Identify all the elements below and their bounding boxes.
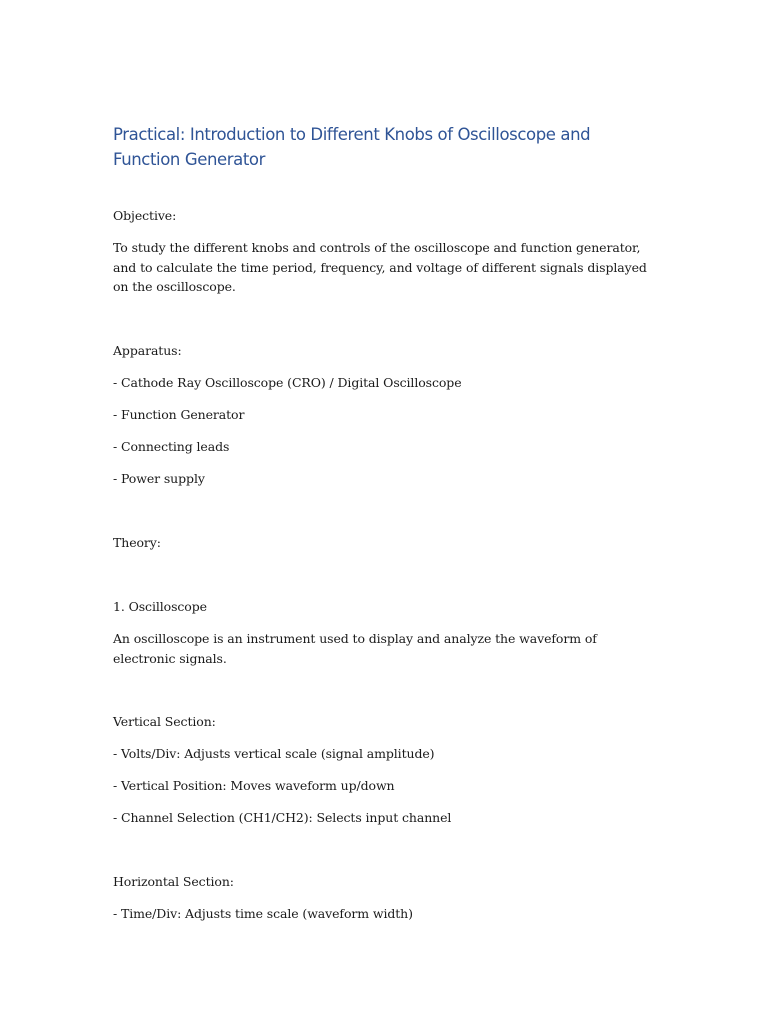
apparatus-item: - Connecting leads <box>113 439 230 454</box>
apparatus-item: - Cathode Ray Oscilloscope (CRO) / Digital Oscilloscope <box>113 375 462 390</box>
document-title: Practical: Introduction to Different Knobs of Oscilloscope and Function Generator <box>113 125 591 169</box>
apparatus-item: - Power supply <box>113 471 205 486</box>
objective-heading: Objective: <box>113 208 177 223</box>
oscilloscope-text: An oscilloscope is an instrument used to display and analyze the waveform of electronic signals. <box>113 631 597 666</box>
vertical-section-heading: Vertical Section: <box>113 714 216 729</box>
apparatus-item: - Function Generator <box>113 407 245 422</box>
vertical-item: - Channel Selection (CH1/CH2): Selects input channel <box>113 810 452 825</box>
objective-text: To study the different knobs and controls of the oscilloscope and function generator, and to calculate the time period, frequency, and voltage of different signals displayed on the oscilloscope. <box>113 240 647 294</box>
oscilloscope-heading: 1. Oscilloscope <box>113 599 207 614</box>
theory-heading: Theory: <box>113 535 161 550</box>
horizontal-item: - Time/Div: Adjusts time scale (waveform width) <box>113 906 413 921</box>
horizontal-section-heading: Horizontal Section: <box>113 874 234 889</box>
vertical-item: - Vertical Position: Moves waveform up/down <box>113 778 395 793</box>
vertical-item: - Volts/Div: Adjusts vertical scale (signal amplitude) <box>113 746 435 761</box>
apparatus-heading: Apparatus: <box>113 343 182 358</box>
